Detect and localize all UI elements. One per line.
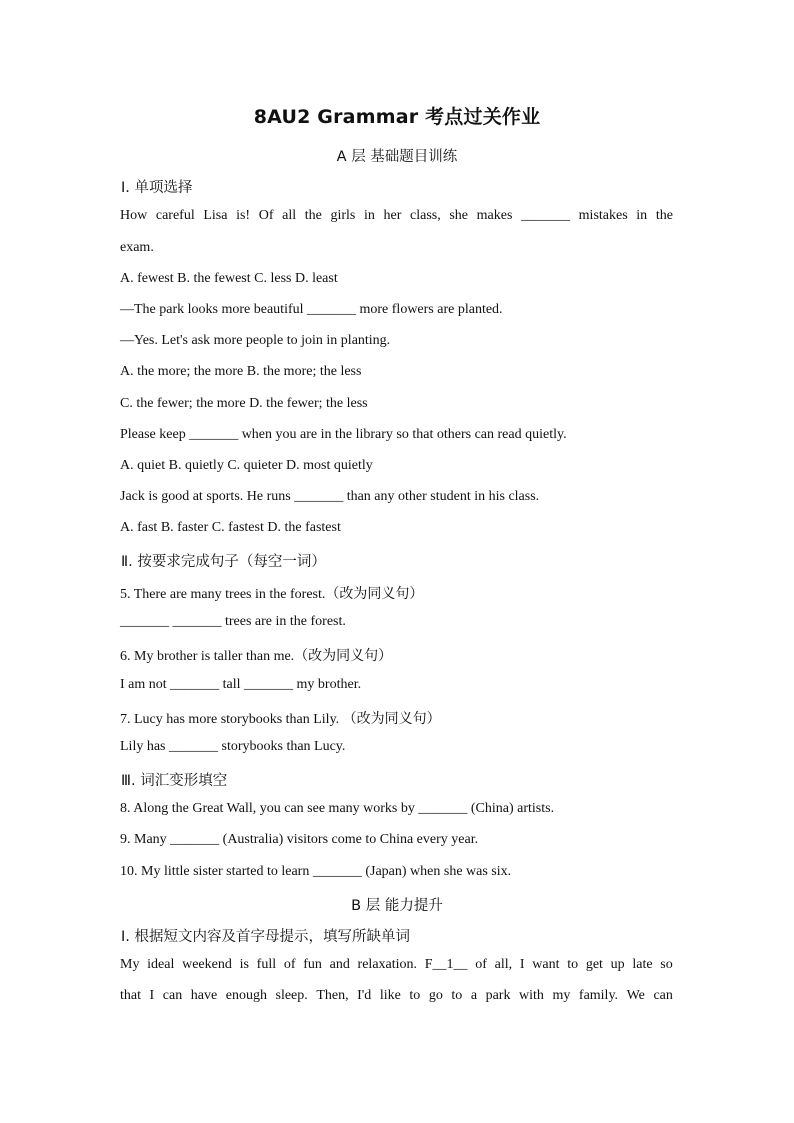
word: My — [120, 957, 140, 972]
section-2-heading: Ⅱ. 按要求完成句子（每空一词） — [121, 554, 326, 570]
word: the — [304, 208, 322, 223]
page-title: 8AU2 Grammar 考点过关作业 — [253, 106, 541, 128]
word: can — [653, 988, 673, 1003]
q4-options: A. fast B. faster C. fastest D. the fastest — [120, 520, 341, 535]
word: of — [475, 957, 487, 972]
word: weekend — [182, 957, 232, 972]
word: late — [632, 957, 653, 972]
q2-options-2: C. the fewer; the more D. the fewer; the less — [120, 396, 368, 411]
q2-text-line2: —Yes. Let's ask more people to join in planting. — [120, 333, 391, 348]
section-3-heading: Ⅲ. 词汇变形填空 — [121, 773, 228, 789]
word: careful — [155, 208, 195, 223]
q4-text: Jack is good at sports. He runs _______ than any other student in his class. — [120, 489, 540, 504]
word: full — [256, 957, 277, 972]
word: F__1__ — [424, 957, 468, 972]
q1-options: A. fewest B. the fewest C. less D. least — [120, 271, 338, 286]
word: like — [379, 988, 401, 1003]
word: Of — [258, 208, 274, 223]
word: have — [190, 988, 218, 1003]
word: I — [149, 988, 155, 1003]
word: Then, — [316, 988, 349, 1003]
word: my — [552, 988, 571, 1003]
word: to — [567, 957, 579, 972]
q7-text: 7. Lucy has more storybooks than Lily. （改为同义句） — [120, 712, 441, 727]
q3-options: A. quiet B. quietly C. quieter D. most quietly — [120, 458, 373, 473]
word: ideal — [147, 957, 175, 972]
word: up — [610, 957, 625, 972]
word: enough — [225, 988, 267, 1003]
word: girls — [330, 208, 356, 223]
word: she — [449, 208, 469, 223]
q9-text: 9. Many _______ (Australia) visitors come to China every year. — [120, 832, 479, 847]
word: in — [636, 208, 648, 223]
q2-options-1: A. the more; the more B. the more; the less — [120, 364, 362, 379]
layer-b-heading: B 层 能力提升 — [351, 898, 443, 914]
word: sleep. — [275, 988, 308, 1003]
word: all, — [494, 957, 513, 972]
word: so — [660, 957, 673, 972]
word: fun — [303, 957, 322, 972]
word: want — [532, 957, 560, 972]
word: is — [239, 957, 249, 972]
layer-a-heading: A 层 基础题目训练 — [336, 149, 458, 165]
q5-answer: _______ _______ trees are in the forest. — [120, 614, 346, 629]
word: I — [519, 957, 525, 972]
word: her — [383, 208, 402, 223]
word: and — [329, 957, 350, 972]
word: the — [655, 208, 673, 223]
q10-text: 10. My little sister started to learn _______ (Japan) when she was six. — [120, 864, 512, 879]
word: _______ — [521, 208, 571, 223]
word: I'd — [357, 988, 372, 1003]
word: makes — [476, 208, 513, 223]
q6-answer: I am not _______ tall _______ my brother. — [120, 677, 362, 692]
word: to — [451, 988, 463, 1003]
section-1-heading: Ⅰ. 单项选择 — [121, 180, 193, 196]
q2-text-line1: —The park looks more beautiful _______ more flowers are planted. — [120, 302, 503, 317]
q8-text: 8. Along the Great Wall, you can see many works by _______ (China) artists. — [120, 801, 555, 816]
section-4-heading: Ⅰ. 根据短文内容及首字母提示，填写所缺单词 — [121, 929, 410, 945]
q3-text: Please keep _______ when you are in the library so that others can read quietly. — [120, 427, 567, 442]
word: mistakes — [578, 208, 628, 223]
word: class, — [410, 208, 441, 223]
word: all — [282, 208, 297, 223]
word: is! — [236, 208, 251, 223]
q1-text-line2: exam. — [120, 240, 154, 255]
word: Lisa — [203, 208, 228, 223]
word: that — [120, 988, 141, 1003]
passage-line2 — [120, 988, 673, 1004]
word: go — [428, 988, 443, 1003]
word: of — [283, 957, 296, 972]
word: in — [363, 208, 375, 223]
word: park — [485, 988, 511, 1003]
word: get — [585, 957, 603, 972]
q7-answer: Lily has _______ storybooks than Lucy. — [120, 739, 346, 754]
word: relaxation. — [357, 957, 418, 972]
word: family. — [578, 988, 619, 1003]
word: How — [120, 208, 148, 223]
word: to — [409, 988, 421, 1003]
passage-line1 — [120, 957, 673, 973]
q5-text: 5. There are many trees in the forest.（改为同义句） — [120, 587, 424, 602]
word: with — [519, 988, 544, 1003]
q6-text: 6. My brother is taller than me.（改为同义句） — [120, 649, 393, 664]
word: can — [162, 988, 183, 1003]
word: a — [470, 988, 478, 1003]
q1-text-line1 — [120, 208, 673, 224]
word: We — [626, 988, 645, 1003]
